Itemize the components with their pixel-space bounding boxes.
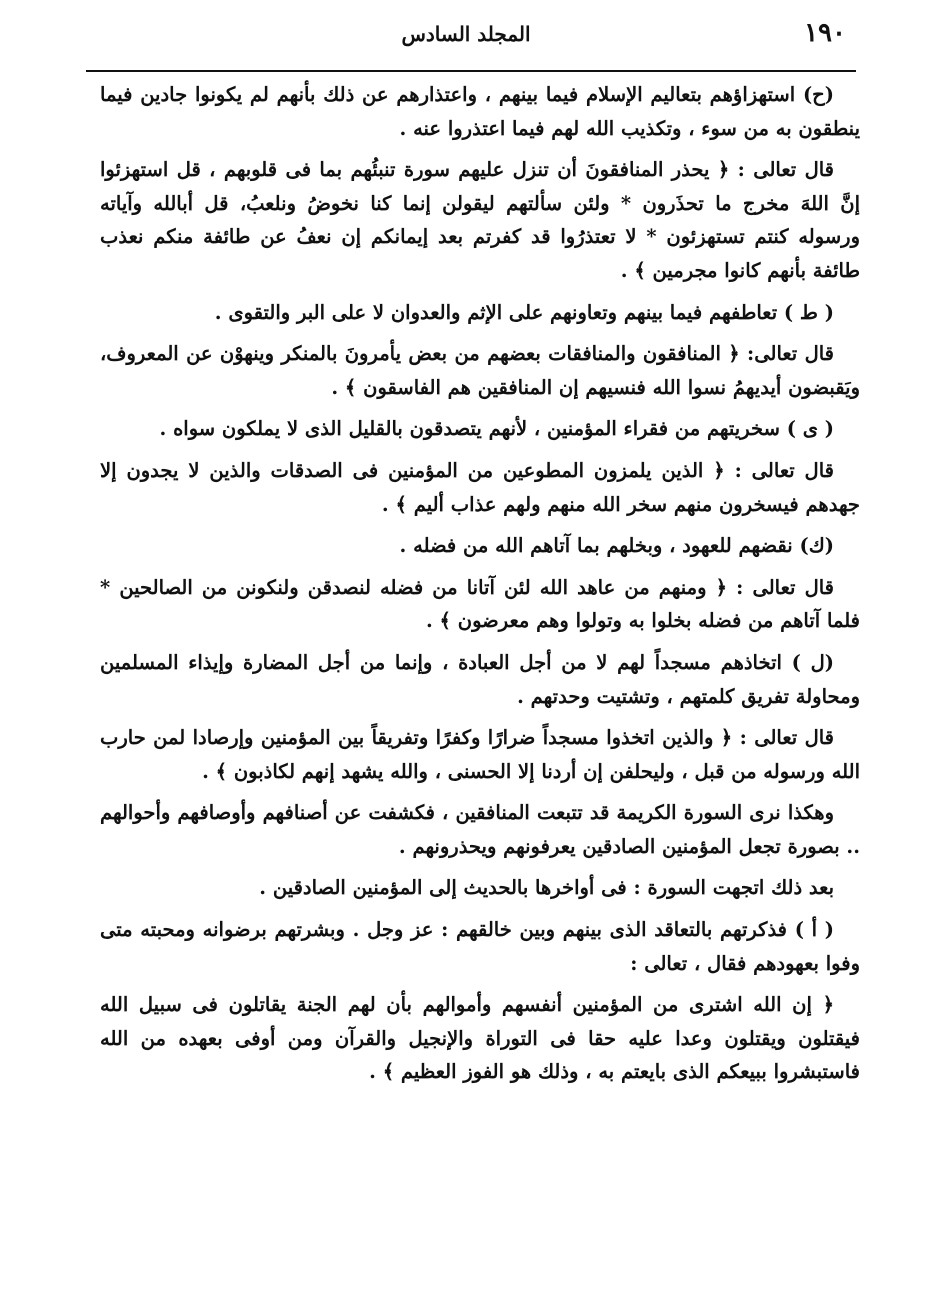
- paragraph-6: قال تعالى : ﴿ الذين يلمزون المطوعين من المؤمنين فى الصدقات والذين لا يجدون إلا جهدهم فيسخرون منهم سخر الله منهم ولهم عذاب أليم ﴾ .: [100, 458, 860, 516]
- paragraph-10: قال تعالى : ﴿ والذين اتخذوا مسجداً ضرارًا وكفرًا وتفريقاً بين المؤمنين وإرصادا لمن حارب الله ورسوله من قبل ، وليحلفن إن أردنا إلا الحسنى ، والله يشهد إنهم لكاذبون ﴾ .: [100, 726, 860, 783]
- page-number: ١٩٠: [804, 18, 846, 48]
- paragraph-8: قال تعالى : ﴿ ومنهم من عاهد الله لئن آتانا من فضله لنصدقن ولنكونن من الصالحين * فلما آتاهم من فضله بخلوا به وتولوا وهم معرضون ﴾ .: [100, 575, 860, 633]
- paragraph-11: وهكذا نرى السورة الكريمة قد تتبعت المنافقين ، فكشفت عن أصنافهم وأوصافهم وأحوالهم .. بصورة تجعل المؤمنين الصادقين يعرفونهم ويحذرونهم .: [100, 801, 860, 858]
- header-rule: [86, 70, 856, 72]
- paragraph-3: ( ط ) تعاطفهم فيما بينهم وتعاونهم على الإثم والعدوان لا على البر والتقوى .: [214, 300, 834, 324]
- running-title: المجلد السادس: [401, 22, 531, 46]
- paragraph-14: ﴿ إن الله اشترى من المؤمنين أنفسهم وأموالهم بأن لهم الجنة يقاتلون فى سبيل الله فيقتلون ويقتلون وعدا عليه حقا فى التوراة والإنجيل والقرآن ومن أوفى بعهده من الله فاستبشروا ببيعكم الذى بايعتم به ، وذلك هو الفوز العظيم ﴾ .: [100, 993, 860, 1084]
- paragraph-12: بعد ذلك اتجهت السورة : فى أواخرها بالحديث إلى المؤمنين الصادقين .: [259, 876, 834, 900]
- paragraph-5: ( ى ) سخريتهم من فقراء المؤمنين ، لأنهم يتصدقون بالقليل الذى لا يملكون سواه .: [159, 417, 834, 441]
- page-header: [86, 18, 846, 54]
- paragraph-1: (ح) استهزاؤهم بتعاليم الإسلام فيما بينهم ، واعتذارهم عن ذلك بأنهم لم يكونوا جادين فيما ينطقون به من سوء ، وتكذيب الله لهم فيما اعتذروا عنه .: [100, 83, 860, 140]
- page-body: [100, 78, 860, 1097]
- paragraph-4: قال تعالى: ﴿ المنافقون والمنافقات بعضهم من بعض يأمرونَ بالمنكر وينهوْن عن المعروف، ويَقبضون أيديهمُ نسوا الله فنسيهم إن المنافقين هم الفاسقون ﴾ .: [100, 342, 860, 399]
- paragraph-13: ( أ ) فذكرتهم بالتعاقد الذى بينهم وبين خالقهم : عز وجل . وبشرتهم برضوانه ومحبته متى وفوا بعهودهم فقال ، تعالى :: [100, 918, 860, 975]
- paragraph-9: (ل ) اتخاذهم مسجداً لهم لا من أجل العبادة ، وإنما من أجل المضارة وإيذاء المسلمين ومحاولة تفريق كلمتهم ، وتشتيت وحدتهم .: [100, 650, 860, 708]
- paragraph-7: (ك) نقضهم للعهود ، وبخلهم بما آتاهم الله من فضله .: [399, 534, 834, 558]
- paragraph-2: قال تعالى : ﴿ يحذر المنافقونَ أن تنزل عليهم سورة تنبئُهم بما فى قلوبهم ، قل استهزئوا إنَّ اللهَ مخرج ما تحذَرون * ولئن سألتهم ليقولن إنما كنا نخوضُ ونلعبُ، قل أبالله وآياته ورسوله كنتم تستهزئون * لا تعتذرُوا قد كفرتم بعد إيمانكم إن نعفُ عن طائفة منكم نعذب طائفة بأنهم كانوا مجرمين ﴾ .: [100, 158, 860, 282]
